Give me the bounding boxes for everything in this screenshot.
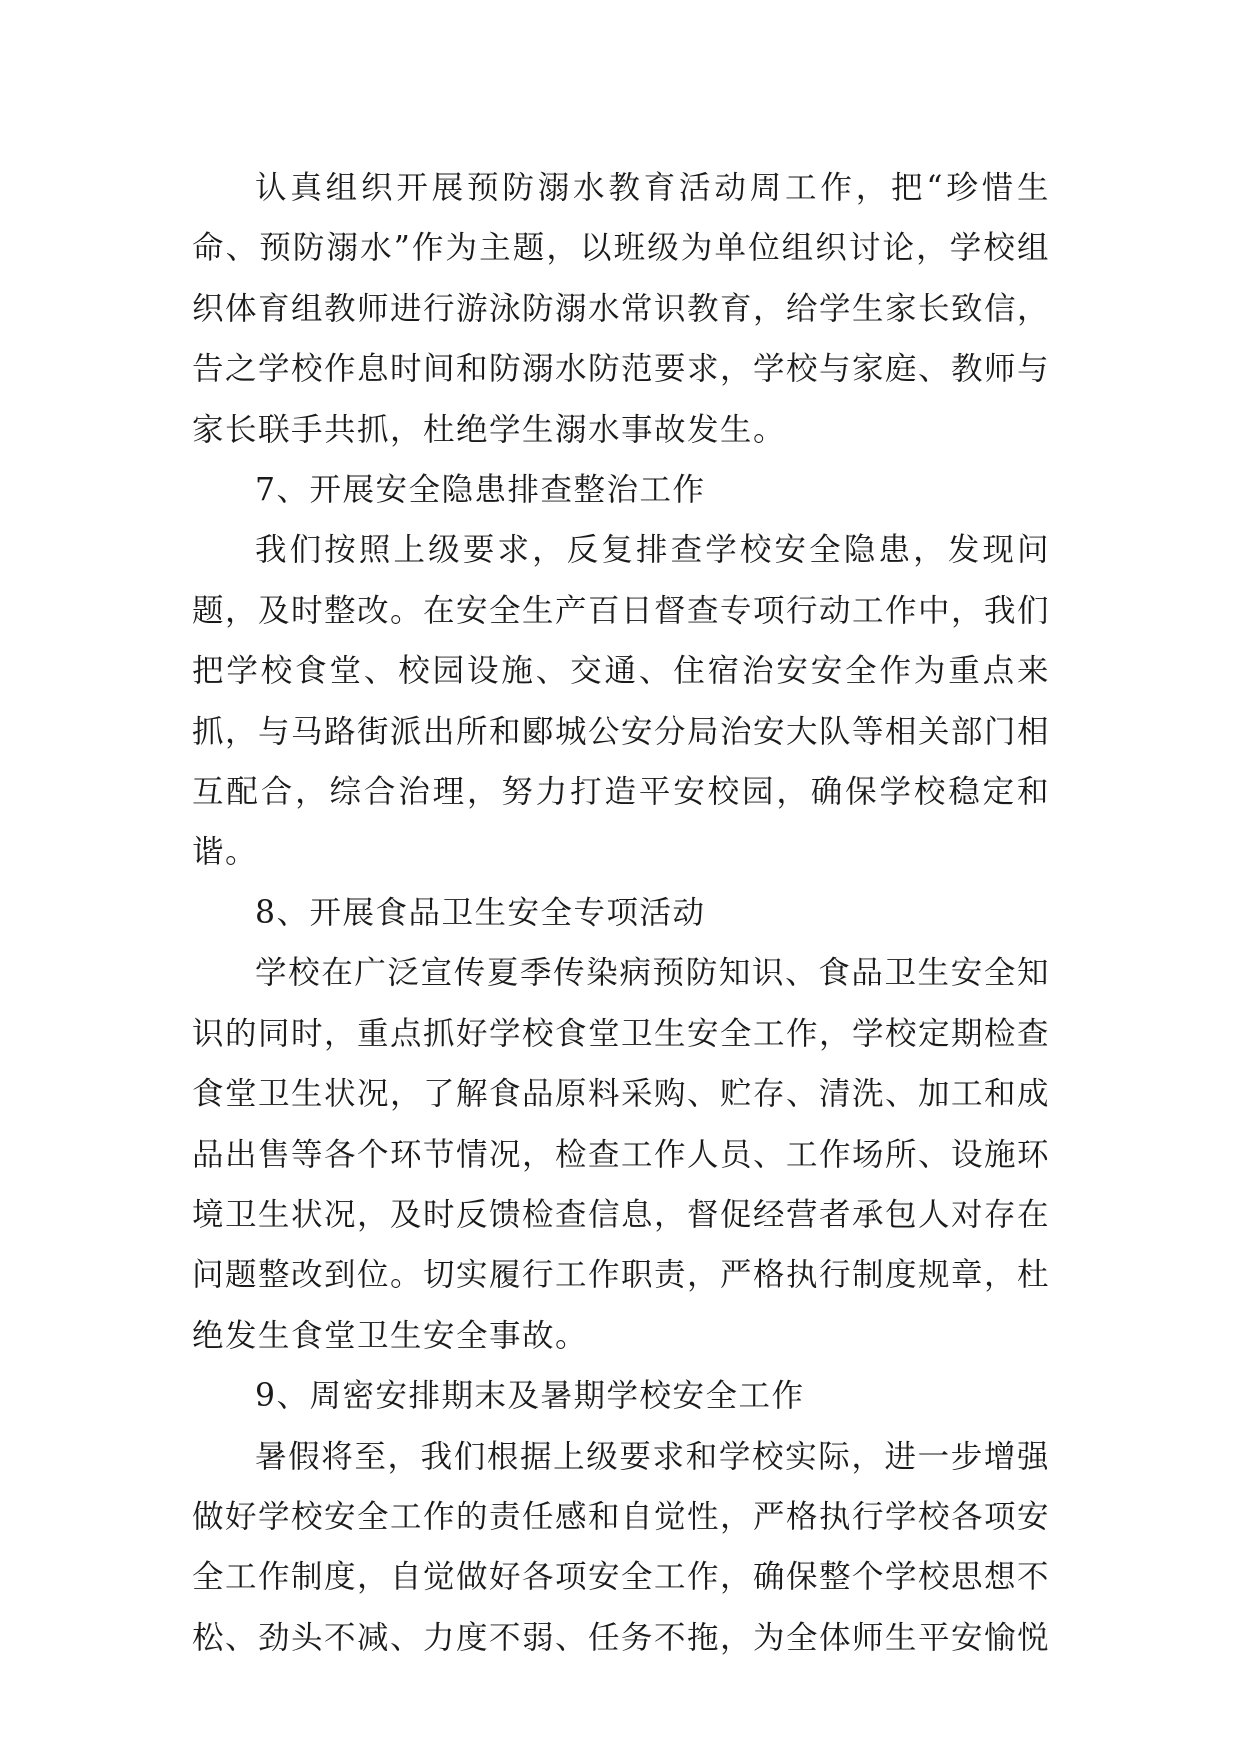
- section-heading-9: 9、周密安排期末及暑期学校安全工作: [255, 1378, 805, 1415]
- section-heading-7: 7、开展安全隐患排查整治工作: [255, 472, 706, 509]
- paragraph-food-safety: 学校在广泛宣传夏季传染病预防知识、食品卫生安全知识的同时，重点抓好学校食堂卫生安全工作，学校定期检查食堂卫生状况，了解食品原料采购、贮存、清洗、加工和成品出售等各个环节情况，检查工作人员、工作场所、设施环境卫生状况，及时反馈检查信息，督促经营者承包人对存在问题整改到位。切实履行工作职责，严格执行制度规章，杜绝发生食堂卫生安全事故。: [192, 955, 1051, 1354]
- paragraph-summer-safety: 暑假将至，我们根据上级要求和学校实际，进一步增强做好学校安全工作的责任感和自觉性，严格执行学校各项安全工作制度，自觉做好各项安全工作，确保整个学校思想不松、劲头不减、力度不弱、任务不拖，为全体师生平安愉悦: [192, 1438, 1051, 1656]
- paragraph-hazard-inspection: 我们按照上级要求，反复排查学校安全隐患，发现问题，及时整改。在安全生产百日督查专项行动工作中，我们把学校食堂、校园设施、交通、住宿治安安全作为重点来抓，与马路街派出所和郾城公安分局治安大队等相关部门相互配合，综合治理，努力打造平安校园，确保学校稳定和谐。: [192, 532, 1051, 871]
- section-heading-8: 8、开展食品卫生安全专项活动: [255, 894, 706, 931]
- paragraph-drowning-prevention: 认真组织开展预防溺水教育活动周工作，把“珍惜生命、预防溺水”作为主题，以班级为单位组织讨论，学校组织体育组教师进行游泳防溺水常识教育，给学生家长致信，告之学校作息时间和防溺水防范要求，学校与家庭、教师与家长联手共抓，杜绝学生溺水事故发生。: [192, 170, 1051, 448]
- document-body: [192, 158, 1050, 1668]
